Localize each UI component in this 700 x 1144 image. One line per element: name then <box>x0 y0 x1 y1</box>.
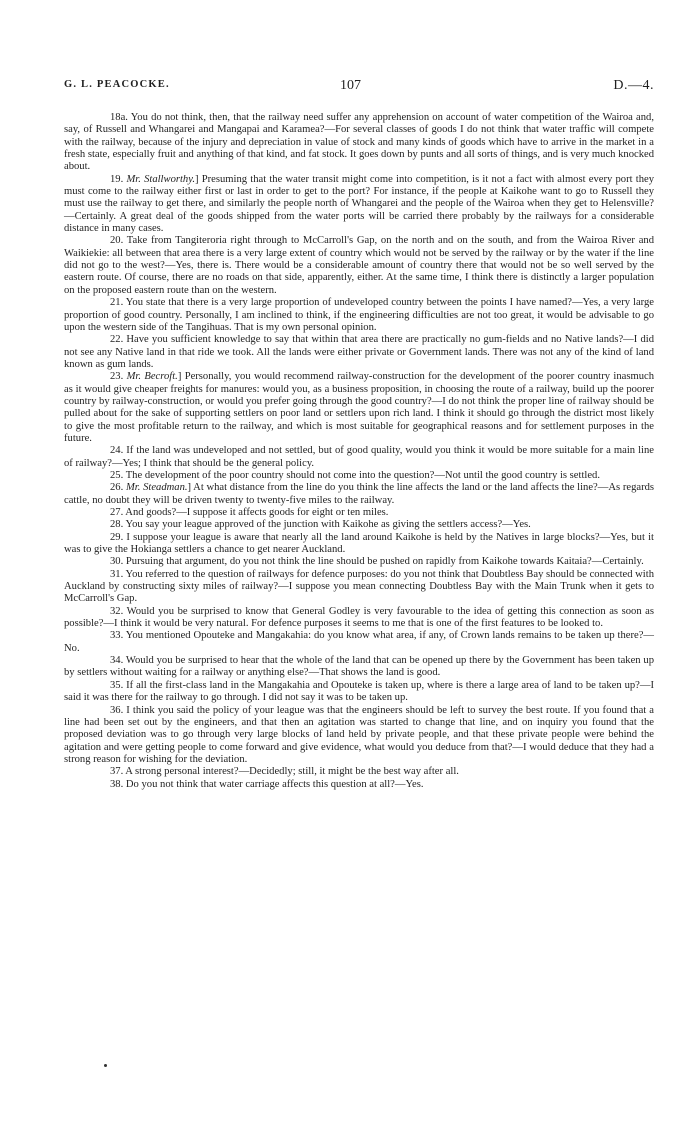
question-paragraph <box>64 655 654 680</box>
document-reference: D.—4. <box>613 78 654 93</box>
speaker-name: Mr. Becroft. <box>126 371 178 383</box>
question-paragraph <box>64 445 654 470</box>
paragraph-text: 37. A strong personal interest?—Decidedly; still, it might be the best way after all. <box>110 766 459 778</box>
question-paragraph <box>64 507 654 519</box>
page-number: 107 <box>340 78 361 93</box>
question-paragraph <box>64 779 654 791</box>
question-paragraph <box>64 630 654 655</box>
paragraph-text: 22. Have you sufficient knowledge to say that within that area there are practically no gum-fields and no Native lands?—I did not see any Native land in that ride we took. All the lands were either private or Government lands. There was not any of the kind of land known as gum lands. <box>64 334 654 370</box>
question-paragraph <box>64 235 654 297</box>
question-paragraph <box>64 766 654 778</box>
paragraph-text: 33. You mentioned Opouteke and Mangakahia: do you know what area, if any, of Crown lands remains to be taken up there?—No. <box>64 630 654 654</box>
question-paragraph <box>64 705 654 767</box>
paragraph-text: 35. If all the first-class land in the Mangakahia and Opouteke is taken up, where is there a large area of land to be taken up?—I said it was there for the railway to go through. I did not say it was to be taken up. <box>64 679 654 704</box>
question-paragraph <box>64 371 654 445</box>
paragraph-text: 23. <box>110 371 127 383</box>
paragraph-text: 24. If the land was undeveloped and not settled, but of good quality, would you think it would be more suitable for a main line of railway?—Yes; I think that should be the general policy. <box>64 445 654 469</box>
paragraph-text: 19. <box>110 173 127 185</box>
paragraph-text: 36. I think you said the policy of your league was that the engineers should be left to survey the best route. If you found that a line had been set out by the engineers, and that then an agitation was started to change that line, and on inquiry you found that the proposed deviation was to go through very large blocks of land held by private people, and that these private people were behind the agitation and were getting people to come forward and give evidence, what would you deduce from that?—I would deduce that they had a strong reason for wishing for the deviation. <box>64 704 654 765</box>
paragraph-text: 21. You state that there is a very large proportion of undeveloped country between the points I have named?—Yes, a very large proportion of good country. Personally, I am inclined to think, if the engineering difficulties are not too great, it would be advisable to go upon the western side of the Tangihuas. That is my own personal opinion. <box>64 297 654 333</box>
question-paragraph <box>64 470 654 482</box>
paragraph-text: 18a. You do not think, then, that the railway need suffer any apprehension on account of water competition of the Wairoa and, say, of Russell and Whangarei and Mangapai and Karamea?—For several classes of goods I do not think that water traffic will compete with the railway, because of the injury and depreciation in value of stock and many kinds of goods which have to arrive in the market in a fresh state, especially fruit and anything of that kind, and fat stock. It goes down by punts and all sorts of things, and is very much knocked about. <box>64 112 654 173</box>
question-paragraph <box>64 556 654 568</box>
paragraph-text: 32. Would you be surprised to know that General Godley is very favourable to the idea of getting this connection as soon as possible?—I think it would be very natural. For defence purposes it seems to me that is one of the first features to be looked to. <box>64 605 654 630</box>
paragraph-text: 26. <box>110 482 126 494</box>
question-paragraph <box>64 297 654 334</box>
question-paragraph <box>64 519 654 531</box>
paragraph-text: 28. You say your league approved of the junction with Kaikohe as giving the settlers access?—Yes. <box>110 519 531 531</box>
paragraph-text: 29. I suppose your league is aware that nearly all the land around Kaikohe is held by the Natives in large blocks?—Yes, but it was to give the Hokianga settlers a chance to get nearer Auckland. <box>64 531 654 556</box>
question-paragraph <box>64 174 654 236</box>
question-paragraph <box>64 482 654 507</box>
witness-name: G. L. PEACOCKE. <box>64 79 170 90</box>
end-mark <box>104 1064 107 1067</box>
paragraph-text: 30. Pursuing that argument, do you not think the line should be pushed on rapidly from Kaikohe towards Kaitaia?—Certainly. <box>110 556 644 568</box>
question-paragraph <box>64 606 654 631</box>
question-paragraph <box>64 532 654 557</box>
running-head <box>64 78 654 96</box>
paragraph-text: 25. The development of the poor country should not come into the question?—Not until the good country is settled. <box>110 469 600 481</box>
question-paragraph <box>64 680 654 705</box>
paragraph-text: 34. Would you be surprised to hear that the whole of the land that can be opened up there by the Government has been taken up by settlers without waiting for a railway or anything else?—That shows the land is good. <box>64 655 654 679</box>
question-paragraph <box>64 569 654 606</box>
speaker-name: Mr. Stallworthy. <box>126 173 195 185</box>
question-paragraph <box>64 112 654 174</box>
paragraph-text: ] At what distance from the line do you think the line affects the land or the land affects the line?—As regards cattle, no doubt they will be driven twenty to twenty-five miles to the railway. <box>64 482 655 506</box>
paragraph-text: ] Personally, you would recommend railway-construction for the development of the poorer country inasmuch as it would give cheaper freights for manures: would you, as a business proposition, in choosing the route of a railway, build up the poorer country by railway-construction, or would you prefer going through the good country?—I do not think the proper line of railway should be pulled about for the sake of supporting settlers on poor land or settlers upon rich land. I think it should go through the district most likely to give the most profitable return to the railway, and which is most suitable for geographical reasons and for settlement purposes in the future. <box>64 371 654 444</box>
paragraph-text: ] Presuming that the water transit might come into competition, is it not a fact with almost every port they must come to the railway either first or last in order to get to the port? For instance, if the people at Kaikohe want to go to Russell they must use the railway to get there, and similarly the people north of Whangarei and the people of the Wairoa when they get to Helensville?—Certainly. A great deal of the goods shipped from the water ports will be carried there probably by the railways for a considerable distance in many cases. <box>64 173 655 235</box>
paragraph-text: 31. You referred to the question of railways for defence purposes: do you not think that Doubtless Bay should be connected with Auckland by constructing sixty miles of railway?—I suppose you mean connecting Doubtless Bay with the Main Trunk when it gets to McCarroll's Gap. <box>64 568 654 605</box>
evidence-text <box>64 112 654 791</box>
speaker-name: Mr. Steadman. <box>125 482 188 494</box>
question-paragraph <box>64 334 654 371</box>
paragraph-text: 38. Do you not think that water carriage affects this question at all?—Yes. <box>110 778 424 790</box>
paragraph-text: 27. And goods?—I suppose it affects goods for eight or ten miles. <box>110 507 389 518</box>
paragraph-text: 20. Take from Tangiteroria right through to McCarroll's Gap, on the north and on the south, and from the Wairoa River and Waikiekie: all between that area there is a very large extent of country which would not be served by the railway or by the water if the line did not go to the west?—Yes, there is. There would be a considerable amount of country there that would not be so well served by the eastern route. Of course, there are no roads on that side, apparently, either. At the same time, I think there is distinctly a larger population on the proposed eastern route than on the western. <box>64 235 654 296</box>
